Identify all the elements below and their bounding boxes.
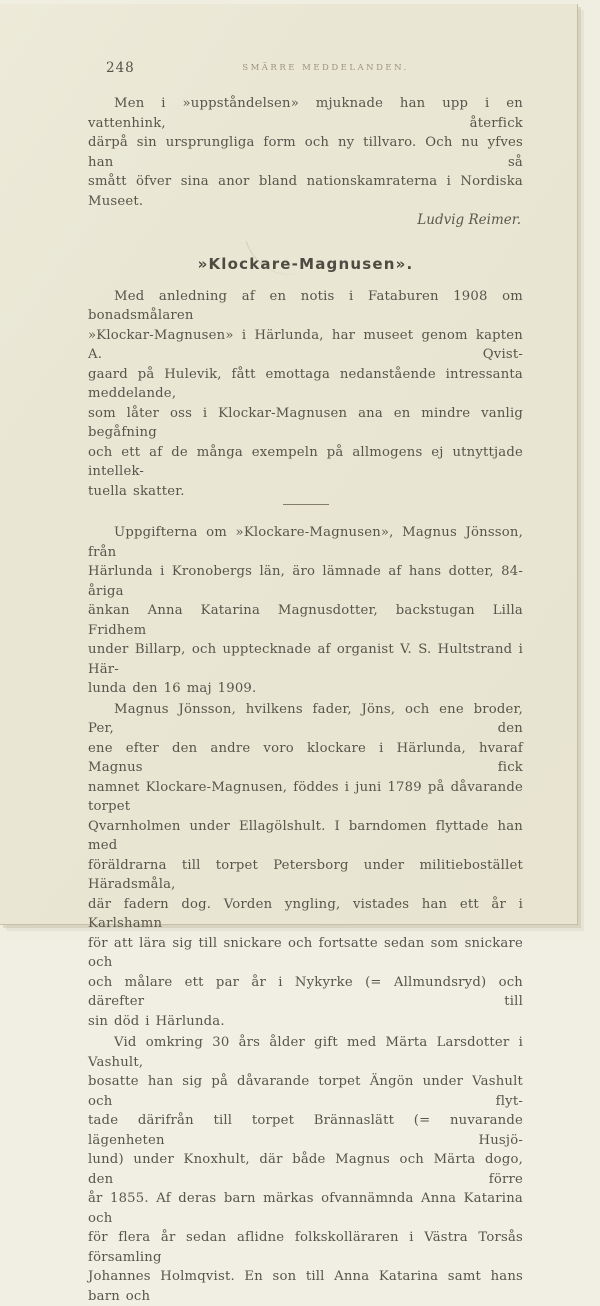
article-title: »Klockare-Magnusen». [197,254,414,273]
text-line: som låter oss i Klockar-Magnusen ana en mindre vanlig begåfning [88,405,523,440]
text-line: änkan Anna Katarina Magnusdotter, backstugan Lilla Fridhem [88,603,523,638]
text-line: och målare ett par år i Nykyrke (= Allmundsryd) och därefter till [88,974,523,1009]
text-line: Men i »uppståndelsen» mjuknade han upp i en vattenhink, återfick [88,96,523,131]
text-line: föräldrarna till torpet Petersborg under militiebostället Häradsmåla, [88,857,523,892]
text-line: Johannes Holmqvist. En son till Anna Katarina samt hans barn och [88,1269,523,1304]
section-divider-rule [283,504,329,505]
text-line: för att lära sig till snickare och fortsatte sedan som snickare och [88,935,523,970]
article-paragraph-sources [88,523,523,699]
text-line: »Klockar-Magnusen» i Härlunda, har museet genom kapten A. Qvist- [88,327,523,362]
text-line: sin död i Härlunda. [88,1013,225,1029]
text-line: smått öfver sina anor bland nationskamraterna i Nordiska Museet. [88,174,523,209]
page-header [88,60,523,74]
text-line: där fadern dog. Vorden yngling, vistades han ett år i Karlshamn [88,896,523,931]
text-line: bosatte han sig på dåvarande torpet Ängön under Vashult och flyt- [88,1074,523,1109]
text-line: gaard på Hulevik, fått emottaga nedanstående intressanta meddelande, [88,366,523,401]
text-line: under Billarp, och upptecknade af organist V. S. Hultstrand i Här- [88,642,523,677]
page-number: 248 [106,60,135,76]
text-line: Uppgifterna om »Klockare-Magnusen», Magnus Jönsson, från [88,525,523,560]
article-paragraph-family [88,1033,523,1306]
text-line: Med anledning af en notis i Fataburen 1908 om bonadsmålaren [88,288,523,323]
text-line: tade därifrån till torpet Brännaslätt (= nuvarande lägenheten Husjö- [88,1113,523,1148]
paper-sheet [0,4,578,1304]
article-intro-paragraph [88,287,523,502]
running-title: SMÄRRE MEDDELANDEN. [242,63,409,73]
text-line: och ett af de många exempeln på allmogens ej utnyttjade intellek- [88,444,523,479]
text-line: därpå sin ursprungliga form och ny tillvaro. Och nu yfves han så [88,135,523,170]
text-line: Vid omkring 30 års ålder gift med Märta Larsdotter i Vashult, [88,1035,523,1070]
text-line: tuella skatter. [88,483,185,499]
text-line: Qvarnholmen under Ellagölshult. I barndomen flyttade han med [88,818,523,853]
previous-article-ending [88,94,523,211]
text-line: namnet Klockare-Magnusen, föddes i juni 1789 på dåvarande torpet [88,779,523,814]
text-line: Magnus Jönsson, hvilkens fader, Jöns, och ene broder, Per, den [88,701,523,736]
author-signature: Ludvig Reimer. [417,212,521,228]
text-line: lunda den 16 maj 1909. [88,681,257,696]
text-line: Härlunda i Kronobergs län, äro lämnade af hans dotter, 84-åriga [88,564,523,599]
text-line: år 1855. Af deras barn märkas ofvannämnda Anna Katarina och [88,1191,523,1226]
text-block [88,60,523,1306]
text-line: för flera år sedan aflidne folkskolläraren i Västra Torsås församling [88,1230,523,1265]
text-line: ene efter den andre voro klockare i Härlunda, hvaraf Magnus fick [88,740,523,775]
text-line: lund) under Knoxhult, där både Magnus och Märta dogo, den förre [88,1152,523,1187]
article-paragraph-biography [88,700,523,1032]
